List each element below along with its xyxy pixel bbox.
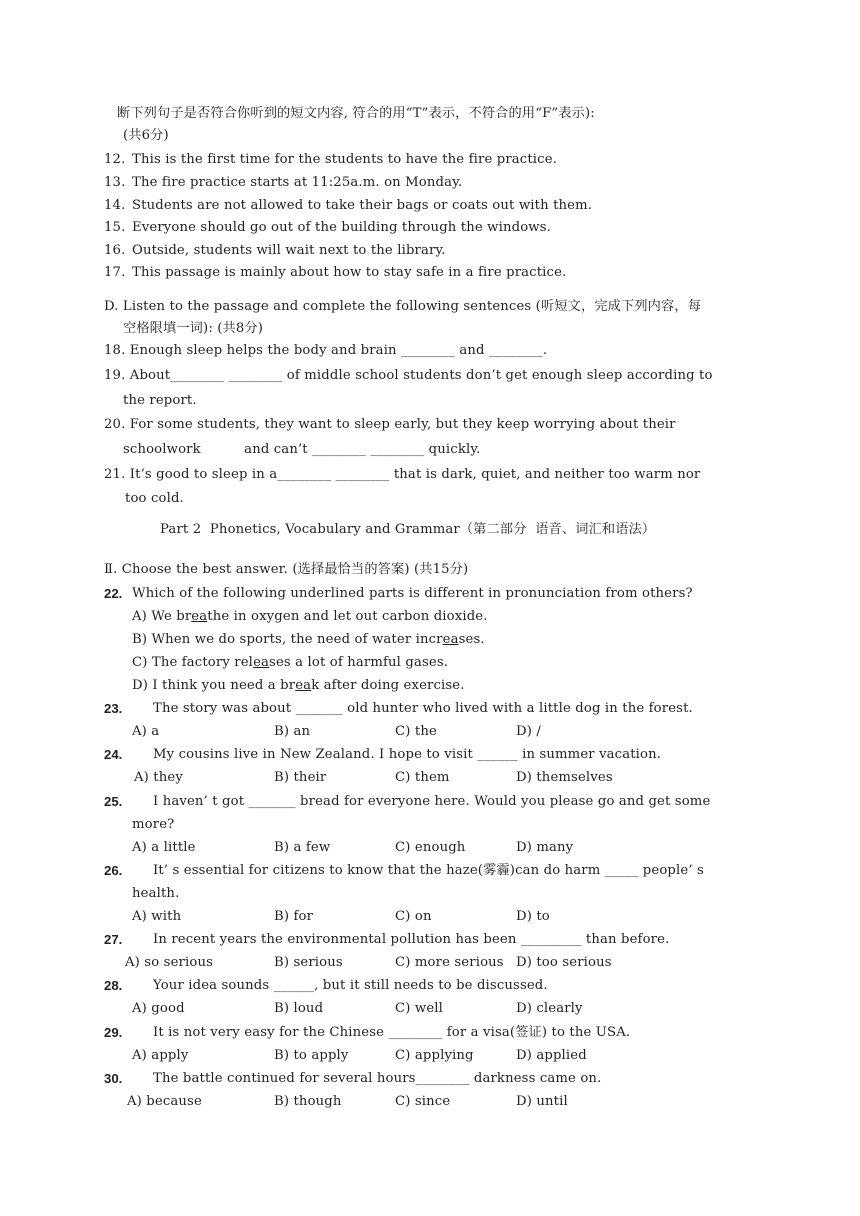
option-b: B) a few: [274, 840, 331, 855]
question-number: 23.: [104, 701, 123, 716]
question-number: 26.: [104, 863, 123, 878]
question-number: 24.: [104, 747, 123, 762]
option-d: D) clearly: [516, 1001, 583, 1016]
question-20: 20. For some students, they want to sleep early, but they keep worrying about their: [104, 417, 676, 432]
question-stem: My cousins live in New Zealand. I hope to visit ______ in summer vacation.: [153, 747, 662, 762]
question-text: Everyone should go out of the building through the windows.: [132, 220, 551, 235]
option-text: C) The factory rel: [132, 655, 254, 670]
question-21: 21. It’s good to sleep in a________ ________ that is dark, quiet, and neither too warm nor: [104, 467, 701, 482]
option-a: A) with: [132, 909, 182, 924]
question-text: This is the first time for the students to have the fire practice.: [132, 152, 557, 167]
underlined-letters: ea: [253, 655, 270, 670]
option-b: [132, 631, 485, 649]
option-c: C) well: [395, 1001, 444, 1016]
question-number: 15.: [104, 220, 126, 235]
option-d: [132, 677, 465, 695]
option-b: B) loud: [274, 1001, 324, 1016]
option-d: D) too serious: [516, 955, 612, 970]
question-stem: The story was about _______ old hunter who lived with a little dog in the forest.: [153, 701, 693, 716]
question-stem: It is not very easy for the Chinese ________ for a visa(签证) to the USA.: [153, 1025, 631, 1040]
option-a: [132, 608, 488, 626]
option-a: A) a: [132, 724, 160, 739]
option-a: A) they: [134, 770, 183, 785]
question-text: This passage is mainly about how to stay safe in a fire practice.: [132, 265, 567, 280]
option-a: A) a little: [132, 840, 196, 855]
section-c-score: (共6分): [123, 128, 169, 143]
question-text: Outside, students will wait next to the library.: [132, 243, 446, 258]
option-c: [132, 654, 448, 672]
option-c: C) the: [395, 724, 437, 739]
question-number: 13.: [104, 175, 126, 190]
question-number: 25.: [104, 794, 123, 809]
section-d-instruction: D. Listen to the passage and complete the following sentences (听短文，完成下列内容，每: [104, 299, 702, 314]
part-2-title: Part 2 Phonetics, Vocabulary and Grammar（第二部分 语音、词汇和语法）: [160, 522, 656, 537]
question-number: 16.: [104, 243, 126, 258]
question-stem: In recent years the environmental pollution has been _________ than before.: [153, 932, 670, 947]
question-stem-cont: more?: [132, 817, 175, 832]
question-number: 29.: [104, 1025, 123, 1040]
question-19: 19. About________ ________ of middle school students don’t get enough sleep according to: [104, 368, 713, 383]
option-c: C) since: [395, 1094, 451, 1109]
question-stem-cont: health.: [132, 886, 180, 901]
option-a: A) apply: [132, 1048, 189, 1063]
option-d: D) themselves: [516, 770, 613, 785]
option-c: C) enough: [395, 840, 466, 855]
option-d: D) applied: [516, 1048, 587, 1063]
option-b: B) an: [274, 724, 311, 739]
underlined-letters: ea: [191, 609, 208, 624]
question-20-cont: schoolwork and can’t ________ ________ quickly.: [123, 442, 481, 457]
option-c: C) them: [395, 770, 450, 785]
option-text: A) We br: [132, 609, 192, 624]
option-d: D) many: [516, 840, 574, 855]
option-text: D) I think you need a br: [132, 678, 296, 693]
question-19-cont: the report.: [123, 393, 197, 408]
question-number: 17.: [104, 265, 126, 280]
question-number: 22.: [104, 586, 123, 601]
question-stem: It’ s essential for citizens to know that the haze(雾霾)can do harm _____ people’ s: [153, 863, 704, 878]
option-text: the in oxygen and let out carbon dioxide.: [207, 609, 488, 624]
option-c: C) applying: [395, 1048, 474, 1063]
question-number: 28.: [104, 978, 123, 993]
option-b: B) serious: [274, 955, 343, 970]
option-d: D) to: [516, 909, 550, 924]
option-text: ses.: [458, 632, 485, 647]
option-text: B) When we do sports, the need of water incr: [132, 632, 443, 647]
question-stem: Which of the following underlined parts is different in pronunciation from others?: [132, 586, 693, 601]
option-b: B) their: [274, 770, 327, 785]
question-stem: I haven’ t got _______ bread for everyone here. Would you please go and get some: [153, 794, 711, 809]
option-b: B) to apply: [274, 1048, 349, 1063]
option-b: B) for: [274, 909, 314, 924]
question-number: 27.: [104, 932, 123, 947]
option-d: D) /: [516, 724, 541, 739]
section-d-score: 空格限填一词): (共8分): [123, 321, 264, 336]
question-18: 18. Enough sleep helps the body and brain ________ and ________.: [104, 343, 548, 358]
underlined-letters: ea: [442, 632, 459, 647]
question-number: 30.: [104, 1071, 123, 1086]
option-d: D) until: [516, 1094, 568, 1109]
question-number: 12.: [104, 152, 126, 167]
option-a: A) because: [127, 1094, 202, 1109]
question-21-cont: too cold.: [125, 491, 184, 506]
underlined-letters: ea: [295, 678, 312, 693]
question-number: 14.: [104, 198, 126, 213]
section-c-instruction: 断下列句子是否符合你听到的短文内容, 符合的用“T”表示，不符合的用“F”表示):: [117, 106, 595, 121]
option-a: A) good: [132, 1001, 185, 1016]
option-c: C) on: [395, 909, 432, 924]
section-ii-instruction: Ⅱ. Choose the best answer. (选择最恰当的答案) (共15分): [104, 562, 469, 577]
question-stem: The battle continued for several hours________ darkness came on.: [153, 1071, 602, 1086]
option-text: ses a lot of harmful gases.: [269, 655, 449, 670]
question-text: Students are not allowed to take their bags or coats out with them.: [132, 198, 593, 213]
question-stem: Your idea sounds ______, but it still needs to be discussed.: [153, 978, 548, 993]
option-c: C) more serious: [395, 955, 504, 970]
option-a: A) so serious: [125, 955, 214, 970]
question-text: The fire practice starts at 11:25a.m. on Monday.: [132, 175, 463, 190]
option-text: k after doing exercise.: [311, 678, 465, 693]
option-b: B) though: [274, 1094, 342, 1109]
